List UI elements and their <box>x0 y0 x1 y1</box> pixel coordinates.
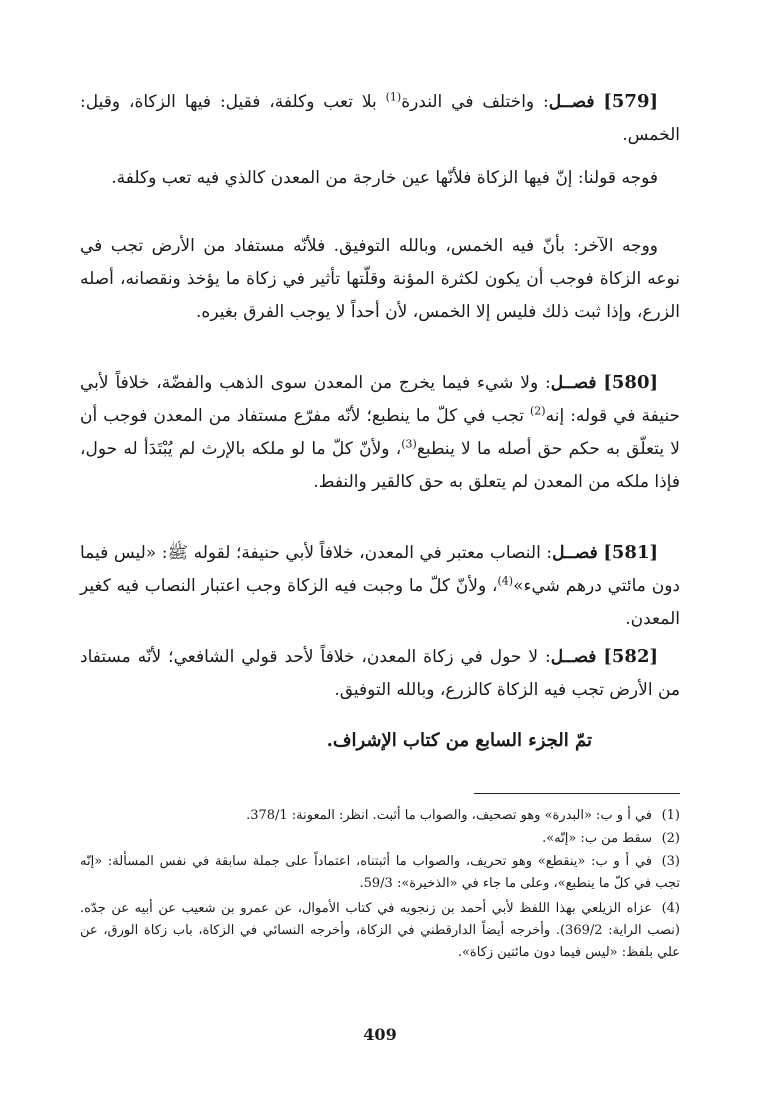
footnote-ref-1[interactable]: (1) <box>385 90 402 104</box>
footnote-3: (3)في أ و ب: «ينقطع» وهو تحريف، والصواب ما أثبتناه، اعتماداً على جملة سابقة في نفس المسألة: «إنّه تجب في كلّ ما ينطبع»، وعلى ما جاء في «الذخيرة»: 59/3. <box>80 854 680 891</box>
footnote-ref-2[interactable]: (2) <box>530 404 546 418</box>
book-page <box>80 80 680 1080</box>
page-number: 409 <box>363 1025 397 1044</box>
footnote-4: (4)عزاه الزيلعي بهذا اللفظ لأبي أحمد بن زنجويه في كتاب الأموال، عن عمرو بن شعيب عن أبيه عن جدّه. (نصب الراية: 369/2). وأخرجه أيضاً الدارقطني في الزكاة، وأخرجه النسائي في الزكاة، باب زكاة الورق، عن علي بلفظ: «ليس فيما دون مائتين زكاة». <box>80 901 680 960</box>
section-580: [580] فصــل: ولا شيء فيما يخرج من المعدن سوى الذهب والفضّة، خلافاً لأبي حنيفة في قوله: إنه$^{(2)}$ تجب في كلّ ما ينطبع؛ لأنّه مفرّع مستفاد من المعدن فوجب أن لا يتعلّق به حكم حق أصله ما لا ينطبع$^{(3)}$، ولأنّ كلّ ما لو ملكه بالإرث لم يُبْتَدَأ له حول، فإذا ملكه من المعدن لم يتعلق به حق كالقير والنفط. <box>80 372 680 492</box>
section-582: [582] فصــل: لا حول في زكاة المعدن، خلافاً لأحد قولي الشافعي؛ لأنّه مستفاد من الأرض تجب فيه الزكاة كالزرع، وبالله التوفيق. <box>80 646 680 700</box>
paragraph-our-view: فوجه قولنا: إنّ فيها الزكاة فلأنّها عين خارجة من المعدن كالذي فيه تعب وكلفة. <box>111 168 658 188</box>
footnote-1: (1)في أ و ب: «البدرة» وهو تصحيف، والصواب ما أثبت. انظر: المعونة: 378/1. <box>246 808 680 823</box>
footnote-divider <box>474 793 680 794</box>
section-581: [581] فصــل: النصاب معتبر في المعدن، خلافاً لأبي حنيفة؛ لقوله ﷺ: «ليس فيما دون مائتي درهم شيء»$^{(4)}$، ولأنّ كلّ ما وجبت فيه الزكاة وجب اعتبار النصاب فيه كغير المعدن. <box>80 542 680 629</box>
volume-end-note: تمّ الجزء السابع من كتاب الإشراف. <box>326 730 592 751</box>
footnote-2: (2)سقط من ب: «إنّه». <box>542 831 680 846</box>
paragraph-other-view: ووجه الآخر: بأنّ فيه الخمس، وبالله التوفيق. فلأنّه مستفاد من الأرض تجب في نوعه الزكاة فوجب أن يكون لكثرة المؤنة وقلّتها تأثير في زكاة ما يؤخذ ونقصانه، أصله الزرع، وإذا ثبت ذلك فليس إلا الخمس، لأن أحداً لا يوجب الفرق بغيره. <box>80 236 680 322</box>
footnote-ref-4[interactable]: (4) <box>497 574 514 588</box>
section-579: [579] فصــل: واختلف في الندرة$^{(1)}$ بلا تعب وكلفة، فقيل: فيها الزكاة، وقيل: الخمس. <box>80 90 680 145</box>
footnote-ref-3[interactable]: (3) <box>401 437 417 451</box>
